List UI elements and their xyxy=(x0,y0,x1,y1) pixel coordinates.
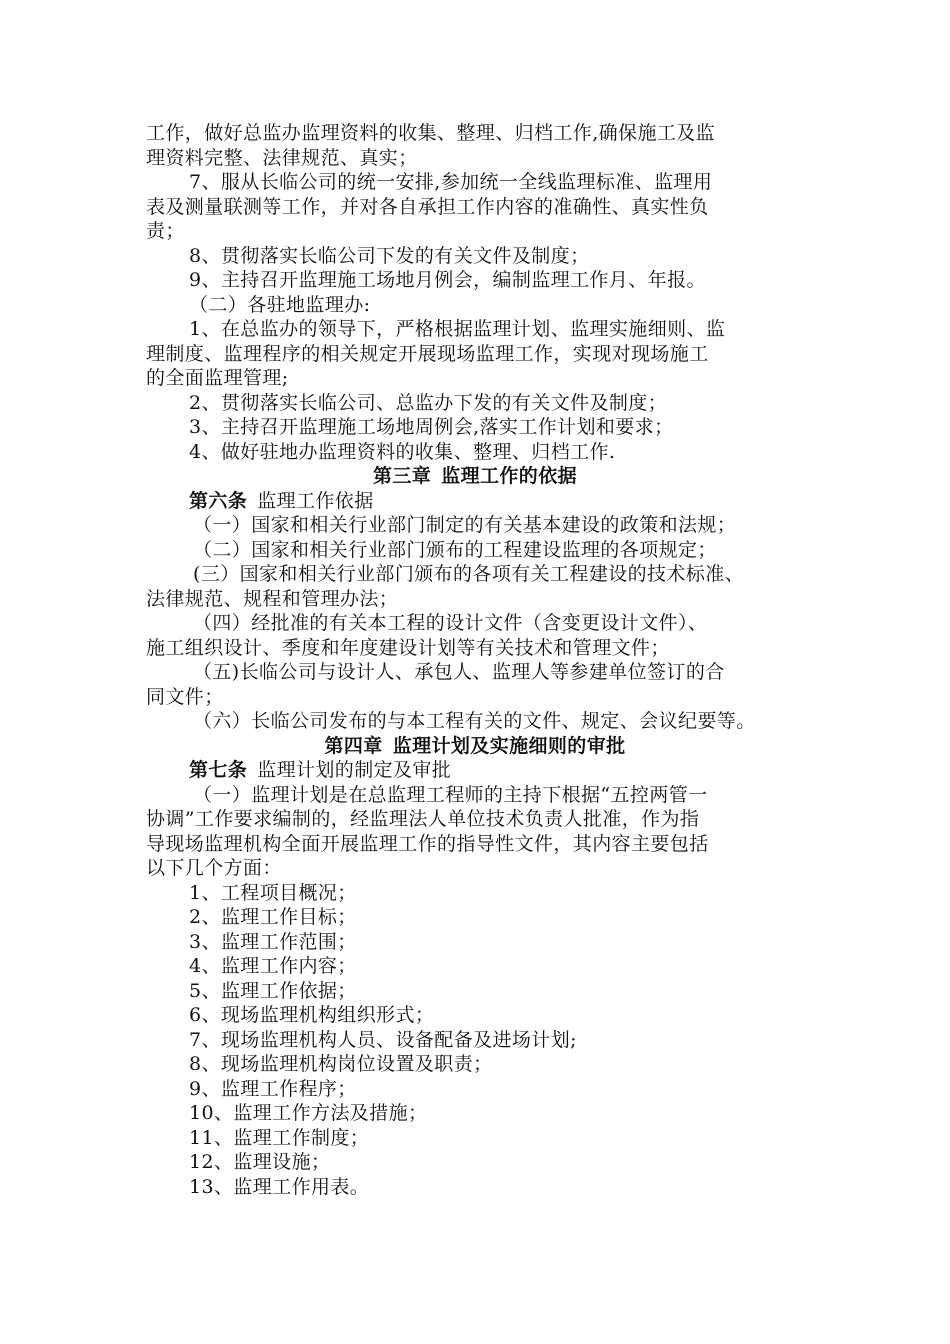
article-title: 监理计划的制定及审批 xyxy=(257,759,452,781)
list-item: 6、现场监理机构组织形式； xyxy=(189,1004,435,1026)
paragraph-line: 4、做好驻地办监理资料的收集、整理、归档工作. xyxy=(189,440,616,463)
paragraph-line: 表及测量联测等工作，并对各自承担工作内容的准确性、真实性负 xyxy=(146,195,709,218)
paragraph-line: （一）监理计划是在总监理工程师的主持下根据“五控两管一 xyxy=(193,783,708,806)
article-heading xyxy=(0,758,950,783)
paragraph-line: （一）国家和相关行业部门制定的有关基本建设的政策和法规； xyxy=(193,514,737,536)
list-item: 13、监理工作用表。 xyxy=(189,1175,370,1198)
paragraph-line: 理资料完整、法律规范、真实； xyxy=(146,146,418,169)
paragraph-line: （五)长临公司与设计人、承包人、监理人等参建单位签订的合 xyxy=(193,661,725,683)
list-item: 11、监理工作制度； xyxy=(189,1126,370,1149)
paragraph-line: 同文件； xyxy=(146,685,224,708)
paragraph-line: 法律规范、规程和管理办法； xyxy=(146,587,399,610)
list-item: 7、现场监理机构人员、设备配备及进场计划; xyxy=(189,1028,577,1051)
paragraph-line: 责； xyxy=(146,220,185,242)
paragraph-line: 2、贯彻落实长临公司、总监办下发的有关文件及制度； xyxy=(189,391,668,414)
paragraph-line: 1、在总监办的领导下，严格根据监理计划、监理实施细则、监 xyxy=(189,318,726,340)
list-item: 12、监理设施； xyxy=(189,1151,331,1173)
list-item: 8、现场监理机构岗位设置及职责； xyxy=(189,1053,493,1075)
paragraph-line: （二）各驻地监理办: xyxy=(189,293,371,316)
chapter-title: 监理计划及实施细则的审批 xyxy=(392,734,626,757)
paragraph-line: 8、贯彻落实长临公司下发的有关文件及制度； xyxy=(189,244,590,267)
chapter-heading xyxy=(0,464,950,489)
list-item: 3、监理工作范围； xyxy=(189,930,357,953)
chapter-title: 监理工作的依据 xyxy=(441,465,577,487)
paragraph-line: 7、服从长临公司的统一安排,参加统一全线监理标准、监理用 xyxy=(189,171,713,193)
article-number: 第六条 xyxy=(189,489,248,512)
paragraph-line: （二）国家和相关行业部门颁布的工程建设监理的各项规定； xyxy=(193,538,717,561)
paragraph-line: 工作，做好总监办监理资料的收集、整理、归档工作,确保施工及监 xyxy=(146,122,716,144)
paragraph-line: 理制度、监理程序的相关规定开展现场监理工作，实现对现场施工 xyxy=(146,342,709,365)
article-title: 监理工作依据 xyxy=(257,489,374,512)
list-item: 1、工程项目概况； xyxy=(189,881,357,904)
article-heading xyxy=(0,489,950,514)
paragraph-line: 3、主持召开监理施工场地周例会,落实工作计划和要求； xyxy=(189,416,674,438)
paragraph-line: 施工组织设计、季度和年度建设计划等有关技术和管理文件； xyxy=(146,636,670,659)
chapter-number: 第三章 xyxy=(372,465,432,487)
article-number: 第七条 xyxy=(189,759,248,781)
paragraph-line: 的全面监理管理; xyxy=(146,367,289,389)
list-item: 10、监理工作方法及措施； xyxy=(189,1102,428,1124)
list-item: 2、监理工作目标； xyxy=(189,906,357,928)
chapter-number: 第四章 xyxy=(324,734,383,757)
list-item: 5、监理工作依据； xyxy=(189,979,357,1002)
paragraph-line: (三）国家和相关行业部门颁布的各项有关工程建设的技术标准、 xyxy=(193,563,745,585)
paragraph-line: （六）长临公司发布的与本工程有关的文件、规定、会议纪要等。 xyxy=(193,710,756,732)
paragraph-line: 以下几个方面： xyxy=(146,857,282,879)
document-page xyxy=(0,121,950,1199)
paragraph-line: （四）经批准的有关本工程的设计文件（含变更设计文件）、 xyxy=(193,612,708,634)
paragraph-line: 协调”工作要求编制的，经监理法人单位技术负责人批准，作为指 xyxy=(146,808,700,830)
list-item: 9、监理工作程序； xyxy=(189,1077,357,1100)
paragraph-line: 9、主持召开监理施工场地月例会，编制监理工作月、年报。 xyxy=(189,269,706,291)
chapter-heading xyxy=(0,734,950,759)
list-item: 4、监理工作内容； xyxy=(189,955,357,977)
paragraph-line: 导现场监理机构全面开展监理工作的指导性文件，其内容主要包括 xyxy=(146,832,709,855)
